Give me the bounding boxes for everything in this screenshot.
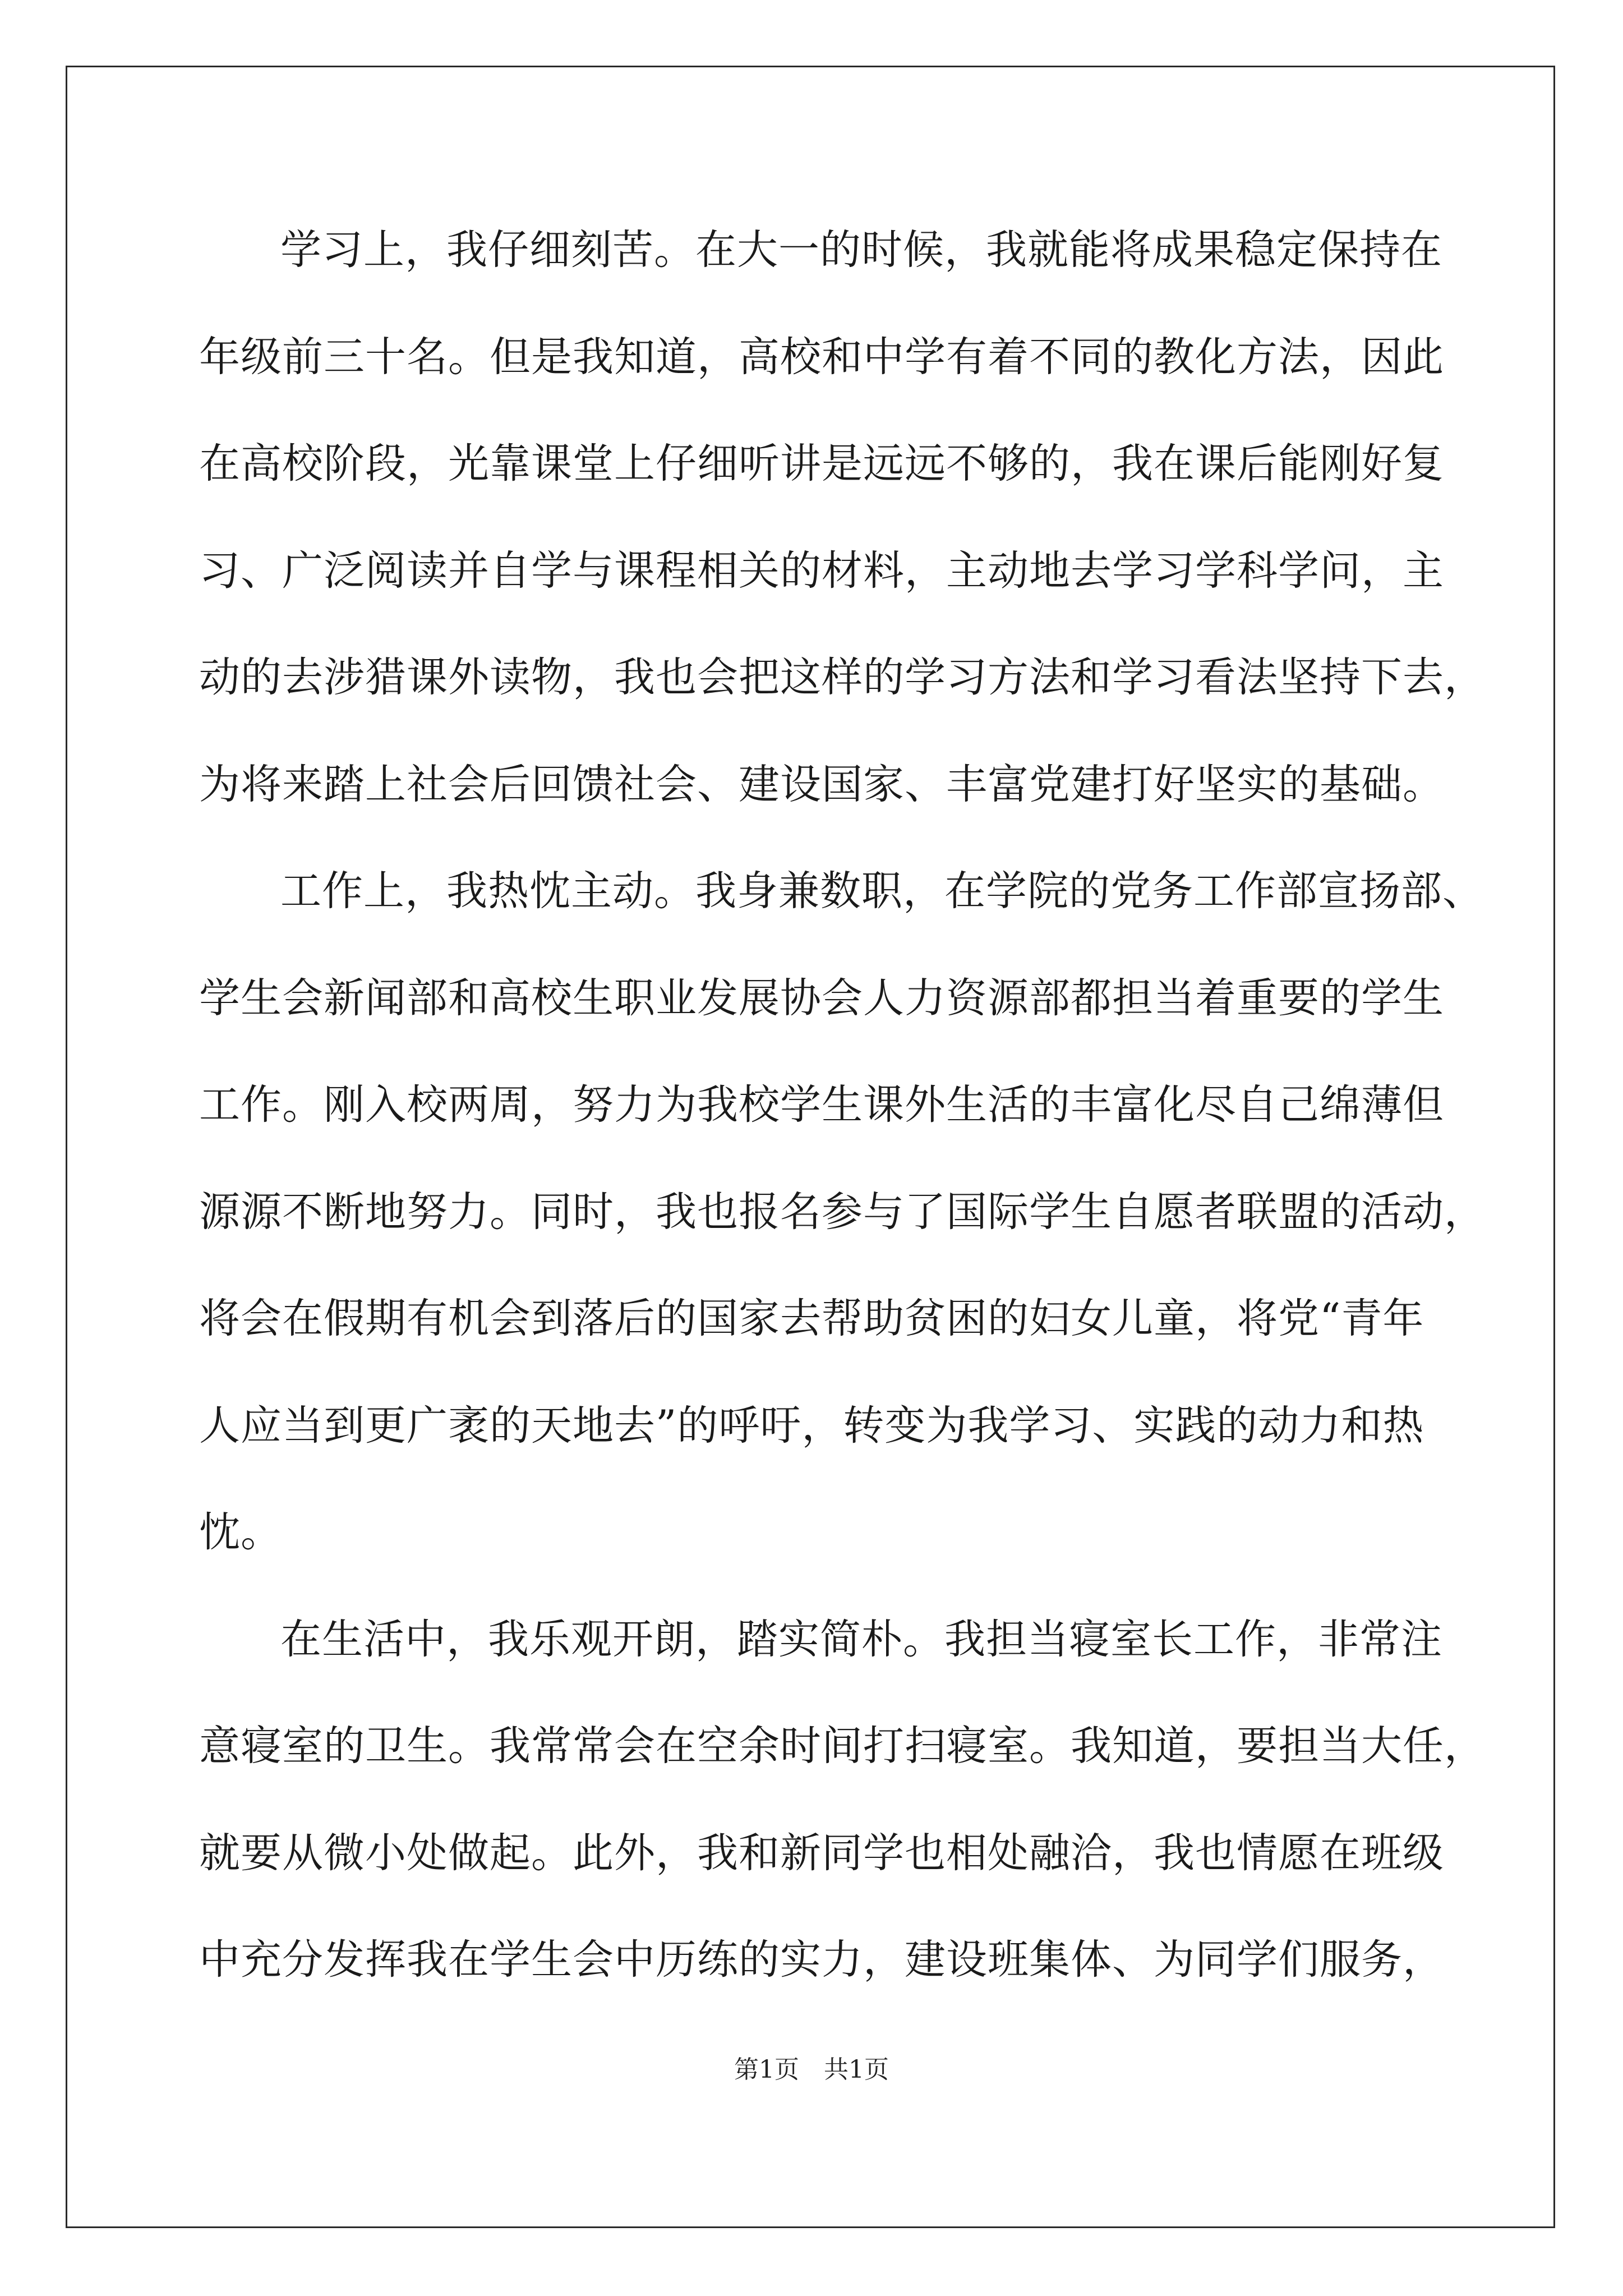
text-line: 在高校阶段，光靠课堂上仔细听讲是远远不够的，我在课后能刚好复 bbox=[199, 440, 1444, 487]
page-footer: 第1页 共1页 bbox=[734, 2055, 889, 2084]
text-line: 源源不断地努力。同时，我也报名参与了国际学生自愿者联盟的活动， bbox=[199, 1188, 1486, 1236]
text-line: 动的去涉猎课外读物，我也会把这样的学习方法和学习看法坚持下去， bbox=[199, 654, 1486, 701]
text-line: 中充分发挥我在学生会中历练的实力，建设班集体、为同学们服务， bbox=[199, 1936, 1444, 1984]
text-line: 在生活中，我乐观开朗，踏实简朴。我担当寝室长工作，非常注 bbox=[280, 1615, 1442, 1663]
document-body bbox=[199, 219, 1486, 2036]
text-line: 学生会新闻部和高校生职业发展协会人力资源部都担当着重要的学生 bbox=[199, 974, 1444, 1022]
text-line: 忱。 bbox=[199, 1508, 282, 1556]
text-line: 将会在假期有机会到落后的国家去帮助贫困的妇女儿童，将党“青年 bbox=[199, 1295, 1424, 1342]
text-line: 学习上，我仔细刻苦。在大一的时候，我就能将成果稳定保持在 bbox=[280, 226, 1442, 274]
text-line: 工作上，我热忱主动。我身兼数职，在学院的党务工作部宣扬部、 bbox=[280, 867, 1484, 915]
text-line: 年级前三十名。但是我知道，高校和中学有着不同的教化方法，因此 bbox=[199, 333, 1444, 381]
text-line: 习、广泛阅读并自学与课程相关的材料，主动地去学习学科学问，主 bbox=[199, 546, 1444, 595]
text-line: 工作。刚入校两周，努力为我校学生课外生活的丰富化尽自己绵薄但 bbox=[199, 1081, 1444, 1129]
text-line: 意寝室的卫生。我常常会在空余时间打扫寝室。我知道，要担当大任， bbox=[199, 1722, 1486, 1770]
text-line: 人应当到更广袤的天地去”的呼吁，转变为我学习、实践的动力和热 bbox=[199, 1401, 1424, 1450]
text-line: 就要从微小处做起。此外，我和新同学也相处融洽，我也情愿在班级 bbox=[199, 1829, 1444, 1877]
text-line: 为将来踏上社会后回馈社会、建设国家、丰富党建打好坚实的基础。 bbox=[199, 760, 1444, 808]
